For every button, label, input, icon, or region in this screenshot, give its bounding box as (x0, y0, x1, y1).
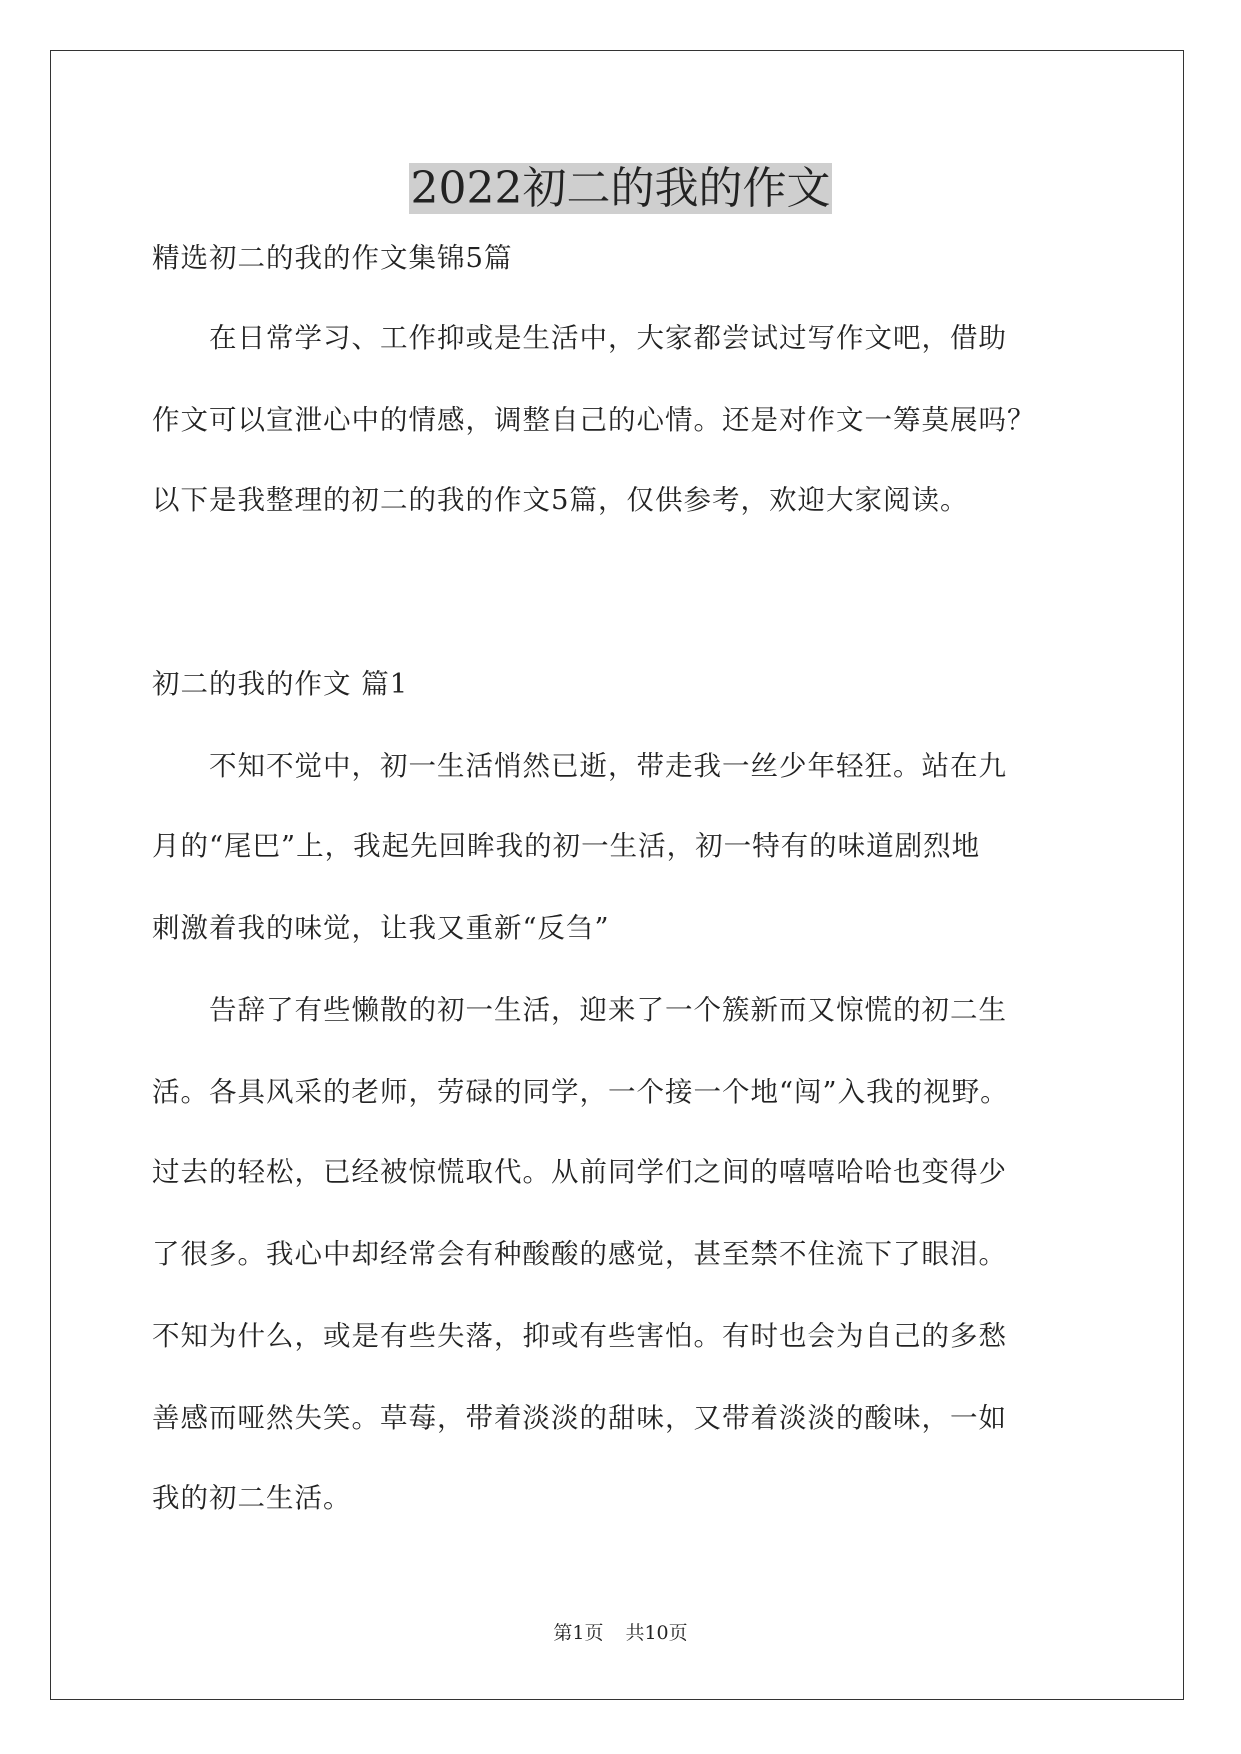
intro-line-1: 在日常学习、工作抑或是生活中，大家都尝试过写作文吧，借助 (152, 322, 1007, 354)
intro-line-2: 作文可以宣泄心中的情感，调整自己的心情。还是对作文一筹莫展吗？ (152, 404, 1036, 436)
page-number: 第1页 (553, 1622, 604, 1644)
page-footer (0, 1620, 1241, 1646)
page-border (50, 50, 1184, 1700)
body-line-7: 了很多。我心中却经常会有种酸酸的感觉，甚至禁不住流下了眼泪。 (152, 1238, 1007, 1270)
body-line-5: 活。各具风采的老师，劳碌的同学，一个接一个地“闯”入我的视野。 (152, 1076, 1009, 1108)
subtitle-line: 精选初二的我的作文集锦5篇 (152, 242, 513, 274)
body-line-8: 不知为什么，或是有些失落，抑或有些害怕。有时也会为自己的多愁 (152, 1320, 1007, 1352)
section-heading: 初二的我的作文 篇1 (152, 668, 409, 700)
body-line-9: 善感而哑然失笑。草莓，带着淡淡的甜味，又带着淡淡的酸味，一如 (152, 1402, 1007, 1434)
document-title (0, 160, 1241, 218)
body-line-3: 刺激着我的味觉，让我又重新“反刍” (152, 912, 610, 944)
body-line-6: 过去的轻松，已经被惊慌取代。从前同学们之间的嘻嘻哈哈也变得少 (152, 1156, 1007, 1188)
body-line-2: 月的“尾巴”上，我起先回眸我的初一生活，初一特有的味道剧烈地 (152, 830, 981, 862)
document-title-text: 2022初二的我的作文 (410, 163, 831, 214)
body-line-10: 我的初二生活。 (152, 1482, 352, 1514)
body-line-1: 不知不觉中，初一生活悄然已逝，带走我一丝少年轻狂。站在九 (152, 750, 1007, 782)
page-total: 共10页 (625, 1622, 688, 1644)
body-line-4: 告辞了有些懒散的初一生活，迎来了一个簇新而又惊慌的初二生 (152, 994, 1007, 1026)
intro-line-3: 以下是我整理的初二的我的作文5篇，仅供参考，欢迎大家阅读。 (152, 484, 969, 516)
